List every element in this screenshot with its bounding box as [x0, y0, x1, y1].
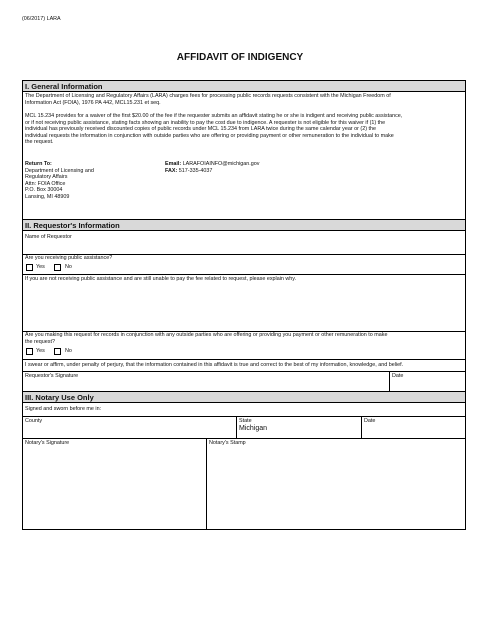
waiver-paragraph	[25, 113, 465, 146]
signed-sworn-label: Signed and sworn before me in:	[25, 406, 102, 412]
requestor-date-label: Date	[392, 373, 404, 379]
public-assistance-question: Are you receiving public assistance?	[25, 255, 113, 261]
perjury-statement: I swear or affirm, under penalty of perjury, that the information contained in this affidavit is true and correct to the best of my information, knowledge, and belief.	[25, 362, 404, 368]
explanation-textarea[interactable]	[23, 283, 465, 331]
section-general-information-heading: I. General Information	[23, 81, 465, 92]
para1-line: The Department of Licensing and Regulatory Affairs (LARA) charges fees for processing public records requests consistent with the Michigan Freedom of	[25, 93, 391, 99]
outside-parties-yes-checkbox[interactable]	[26, 348, 33, 355]
section-notary-heading: III. Notary Use Only	[23, 392, 465, 403]
outside-parties-question	[25, 332, 465, 345]
requestor-signature-field[interactable]	[23, 371, 389, 391]
assistance-no-label: No	[65, 264, 72, 270]
return-line: P.O. Box 30004	[25, 187, 63, 194]
name-of-requestor-field[interactable]	[23, 234, 465, 254]
assistance-yes-label: Yes	[36, 264, 45, 270]
fax-label: FAX:	[165, 167, 178, 174]
para2-line: the request.	[25, 139, 54, 146]
form-code: (06/2017) LARA	[22, 16, 61, 22]
page-title: AFFIDAVIT OF INDIGENCY	[176, 52, 304, 63]
contact-info	[165, 161, 259, 174]
requestor-signature-label: Requestor's Signature	[25, 373, 79, 379]
notary-date-label: Date	[364, 418, 376, 424]
state-label: State	[239, 418, 252, 424]
return-to-address	[25, 161, 94, 201]
email-label: Email:	[165, 161, 182, 167]
county-label: County	[25, 418, 43, 424]
requestor-date-field[interactable]	[390, 371, 465, 391]
notary-signature-label: Notary's Signature	[25, 440, 70, 446]
county-field[interactable]	[23, 416, 236, 438]
foia-fee-paragraph	[25, 93, 465, 106]
return-to-label: Return To:	[25, 161, 52, 167]
outside-question-line: the request?	[25, 338, 55, 345]
para2-line: individual has previously received discounted copies of public records under MCL 15.234 from LARA twice during the same calendar year or (2) the	[25, 126, 376, 133]
return-line: Attn: FOIA Office	[25, 180, 66, 187]
outside-parties-no-label: No	[65, 348, 72, 354]
explain-label: If you are not receiving public assistance and are still unable to pay the fee related to request, please explain why.	[25, 276, 297, 282]
para2-line: MCL 15.234 provides for a waiver of the first $20.00 of the fee if the requester submits an affidavit stating he or she is indigent and receiving public assistance,	[25, 113, 403, 119]
state-value[interactable]: Michigan	[239, 425, 268, 432]
name-of-requestor-label: Name of Requestor	[25, 234, 72, 240]
para1-line: Information Act (FOIA), 1976 PA 442, MCL15.231 et seq.	[25, 99, 161, 106]
assistance-yes-checkbox[interactable]	[26, 264, 33, 271]
email-link[interactable]: LARAFOIAINFO@michigan.gov	[182, 161, 260, 167]
return-line: Lansing, MI 48909	[25, 193, 70, 200]
outside-parties-yes-label: Yes	[36, 348, 45, 354]
notary-stamp-area	[207, 438, 465, 529]
assistance-no-checkbox[interactable]	[54, 264, 61, 271]
fax-number: 517-335-4037	[178, 167, 213, 174]
notary-stamp-label: Notary's Stamp	[209, 440, 246, 446]
notary-date-field[interactable]	[362, 416, 465, 438]
outside-parties-no-checkbox[interactable]	[54, 348, 61, 355]
return-line: Department of Licensing and	[25, 167, 94, 174]
notary-signature-field[interactable]	[23, 438, 206, 529]
para2-line: individual requests the information in conjunction with outside parties who are offering or providing payment or other remuneration to the individual to make	[25, 132, 394, 139]
section-requestor-information-heading: II. Requestor's Information	[23, 220, 465, 231]
outside-question-line: Are you making this request for records in conjunction with any outside parties who are offering or providing you payment or other remuneration to make	[25, 332, 388, 338]
return-line: Regulatory Affairs	[25, 174, 68, 181]
affidavit-form	[22, 80, 466, 530]
para2-line: or if not receiving public assistance, stating facts showing an inability to pay the cost due to indigence. A requester is not eligible for this waiver if (1) the	[25, 119, 386, 126]
